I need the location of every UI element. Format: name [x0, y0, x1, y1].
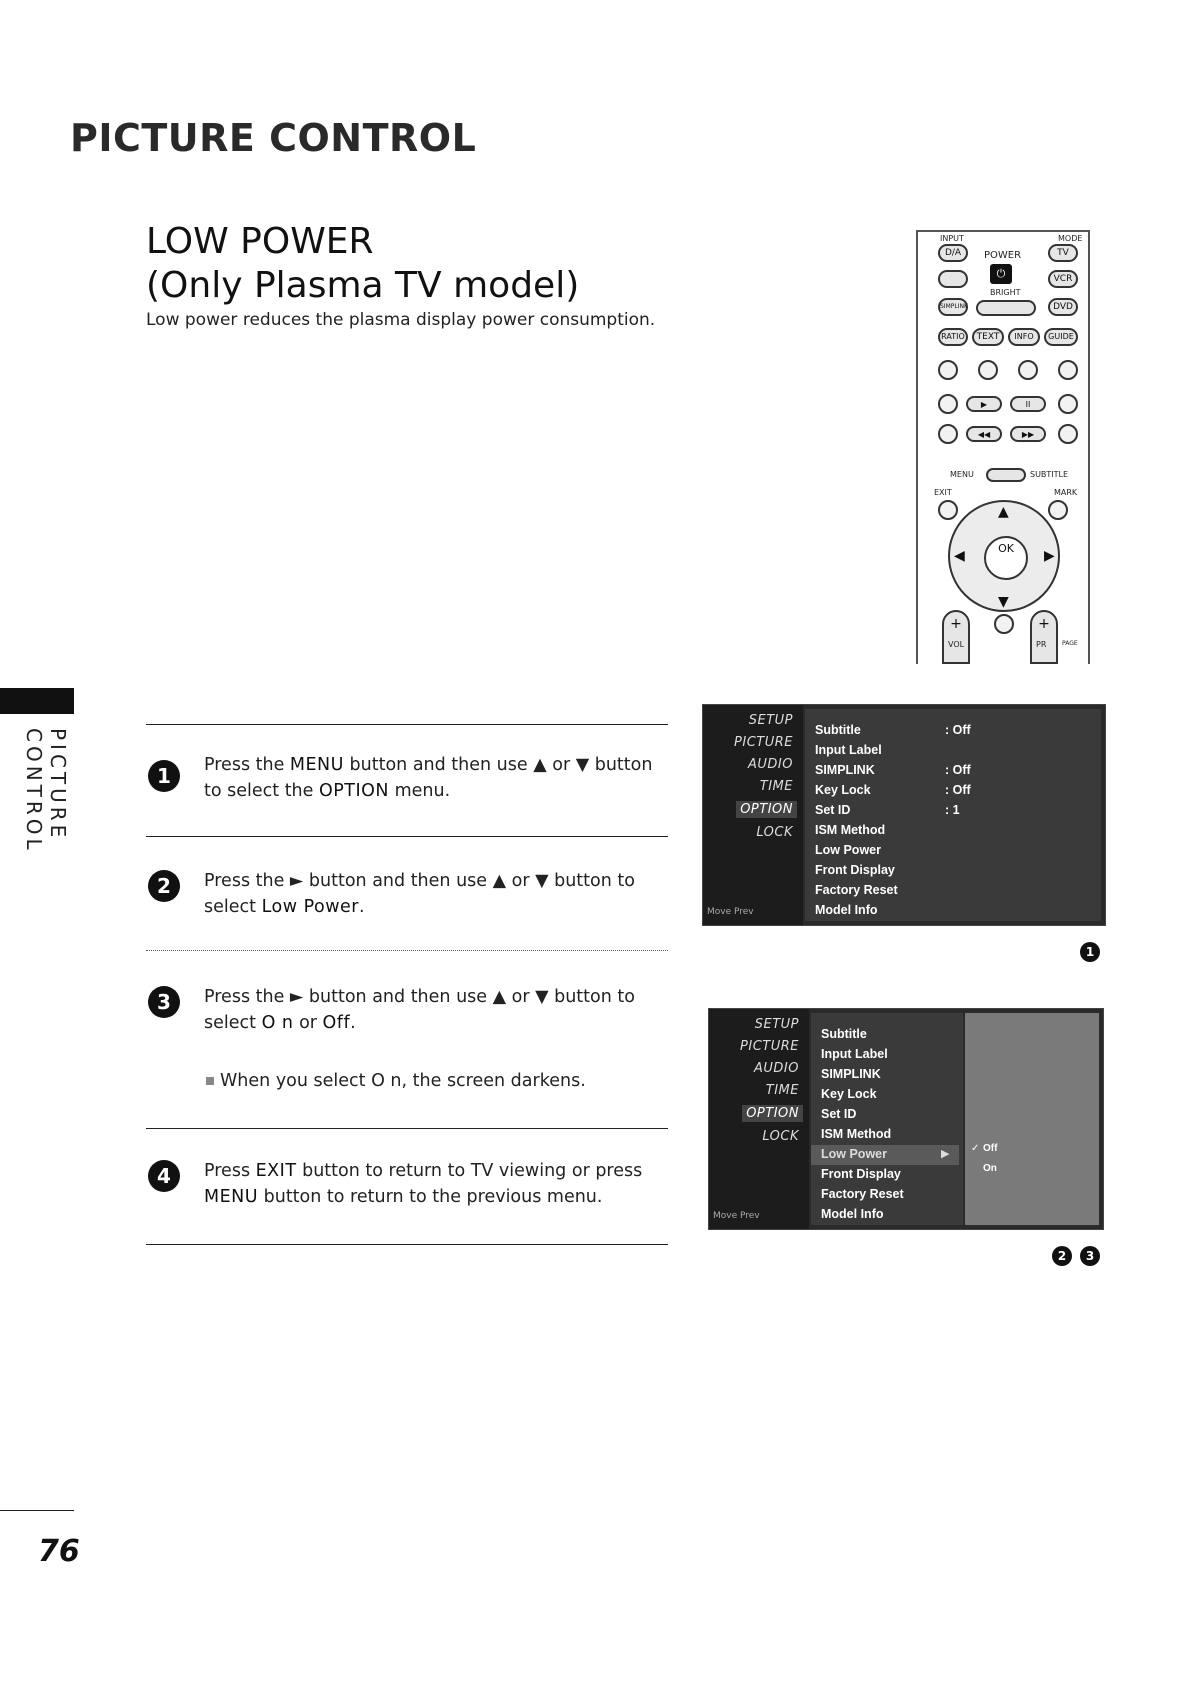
menu-key-label: MENU — [204, 1187, 259, 1207]
osd-item-list — [805, 709, 1101, 921]
osd-tab: LOCK — [756, 825, 793, 840]
remote-ratio-button: RATIO — [938, 328, 968, 346]
on-label: O n — [261, 1013, 294, 1033]
left-arrow-icon: ◀ — [954, 548, 965, 564]
remote-label-pr: PR — [1036, 640, 1047, 649]
osd-item: Model Info — [821, 1207, 884, 1221]
osd-menu-screenshot-1 — [702, 704, 1106, 926]
remote-color-button — [978, 360, 998, 380]
up-arrow-icon: ▲ — [998, 504, 1009, 520]
remote-label-page: PAGE — [1062, 640, 1078, 647]
note-text-part: When you select — [220, 1071, 372, 1091]
remote-dpad — [948, 500, 1060, 612]
remote-label-mark: MARK — [1054, 488, 1078, 497]
remote-input-button — [938, 270, 968, 288]
option-menu-label: OPTION — [318, 781, 390, 801]
osd-item: Factory Reset — [815, 883, 898, 897]
osd-tab: PICTURE — [740, 1039, 799, 1054]
remote-vcr-button: VCR — [1048, 270, 1078, 288]
step-text — [204, 984, 674, 1036]
step-text-part: Press — [204, 1161, 256, 1181]
right-arrow-icon: ▶ — [941, 1147, 950, 1160]
osd-item: Input Label — [821, 1047, 888, 1061]
osd-item: Subtitle — [821, 1027, 867, 1041]
off-label: Off — [322, 1013, 351, 1033]
osd-item: Key Lock — [821, 1087, 877, 1101]
right-arrow-icon: ▶ — [1044, 548, 1055, 564]
bullet-square-icon — [206, 1077, 214, 1085]
step-text — [204, 752, 674, 804]
rewind-icon: ◀◀ — [966, 426, 1002, 442]
osd-item: ISM Method — [815, 823, 886, 837]
pause-icon: II — [1010, 396, 1046, 412]
rewind-icon — [938, 424, 958, 444]
osd-tab-active: OPTION — [736, 801, 797, 818]
section-title: PICTURE CONTROL — [70, 116, 477, 160]
osd-item: Model Info — [815, 903, 878, 917]
step-text-part: button to return to the previous menu. — [258, 1187, 603, 1207]
remote-guide-button: GUIDE — [1044, 328, 1078, 346]
remote-label-mode: MODE — [1058, 234, 1083, 243]
osd-value: : 1 — [945, 803, 960, 817]
power-icon: ⏻ — [990, 264, 1012, 284]
step-number: 1 — [148, 760, 180, 792]
osd-tab: PICTURE — [734, 735, 793, 750]
side-tab-label: PICTURE CONTROL — [22, 728, 70, 854]
remote-info-button: INFO — [1008, 328, 1040, 346]
play-icon: ▶ — [966, 396, 1002, 412]
osd-footer: Move Prev — [707, 907, 754, 917]
osd-tab: SETUP — [754, 1017, 799, 1032]
remote-qview-button — [994, 614, 1014, 634]
osd-item: ISM Method — [821, 1127, 892, 1141]
divider — [146, 950, 668, 951]
remote-tv-button: TV — [1048, 244, 1078, 262]
osd-submenu — [965, 1013, 1099, 1225]
osd-tab-column — [709, 1009, 809, 1229]
osd-tab: AUDIO — [748, 757, 793, 772]
osd-tab: TIME — [765, 1083, 799, 1098]
step-text-part: Press the ► button and then use ▲ or ▼ button to select — [204, 871, 635, 917]
divider — [146, 1244, 668, 1245]
step-text — [204, 1158, 674, 1210]
page-number: 76 — [38, 1534, 80, 1569]
remote-simplink-button: SIMPLINK — [938, 298, 968, 316]
step-text — [204, 868, 674, 920]
remote-text-button: TEXT — [972, 328, 1004, 346]
osd-item: Key Lock — [815, 783, 871, 797]
step-text-part: . — [350, 1013, 356, 1033]
step-text-part: Press the — [204, 755, 290, 775]
divider — [146, 836, 668, 837]
osd-item: Front Display — [821, 1167, 901, 1181]
remote-color-button — [1018, 360, 1038, 380]
osd-item: Input Label — [815, 743, 882, 757]
step-text-part: Press the ► button and then use ▲ or ▼ button to select — [204, 987, 635, 1033]
step-text-part: button and then use ▲ or ▼ button to select the — [204, 755, 653, 801]
divider — [146, 1128, 668, 1129]
step-number: 2 — [148, 870, 180, 902]
step-text-part: button to return to TV viewing or press — [296, 1161, 643, 1181]
remote-da-button: D/A — [938, 244, 968, 262]
osd-item: Subtitle — [815, 723, 861, 737]
intro-text: Low power reduces the plasma display power consumption. — [146, 310, 656, 330]
remote-label-ok: OK — [998, 542, 1014, 555]
osd-option-on: On — [983, 1163, 997, 1174]
osd-tab: TIME — [759, 779, 793, 794]
note — [206, 1071, 666, 1091]
page-title: LOW POWER — [146, 221, 374, 262]
osd-value: : Off — [945, 783, 971, 797]
divider — [146, 724, 668, 725]
remote-bright-slider — [976, 300, 1036, 316]
fast-forward-icon — [1058, 424, 1078, 444]
low-power-label: Low Power — [261, 897, 359, 917]
step-number: 3 — [148, 986, 180, 1018]
step-text-part: menu. — [389, 781, 451, 801]
remote-stop-button — [938, 394, 958, 414]
osd-item: Set ID — [815, 803, 851, 817]
remote-color-button — [1058, 360, 1078, 380]
osd-item: Factory Reset — [821, 1187, 904, 1201]
check-icon: ✓ — [971, 1143, 980, 1154]
step-text-part: . — [359, 897, 365, 917]
remote-label-input: INPUT — [940, 234, 964, 243]
osd-value: : Off — [945, 763, 971, 777]
osd-item: Set ID — [821, 1107, 857, 1121]
remote-label-subtitle: SUBTITLE — [1030, 470, 1069, 479]
figure-number: 2 — [1052, 1246, 1072, 1266]
remote-record-button — [1058, 394, 1078, 414]
fast-forward-icon: ▶▶ — [1010, 426, 1046, 442]
remote-ok-button — [984, 536, 1028, 580]
note-text-part: , the screen darkens. — [401, 1071, 586, 1091]
on-label: O n — [371, 1071, 402, 1091]
osd-item-list — [811, 1013, 963, 1225]
osd-tab: SETUP — [748, 713, 793, 728]
osd-footer: Move Prev — [713, 1211, 760, 1221]
down-arrow-icon: ▼ — [998, 594, 1009, 610]
osd-item: SIMPLINK — [815, 763, 875, 777]
remote-xtudio-button — [986, 468, 1026, 482]
osd-option-off: Off — [983, 1143, 998, 1154]
osd-item-selected: Low Power — [821, 1147, 887, 1161]
remote-control-illustration — [916, 230, 1090, 664]
remote-mark-button — [1048, 500, 1068, 520]
osd-item: Front Display — [815, 863, 895, 877]
remote-color-button — [938, 360, 958, 380]
osd-item: SIMPLINK — [821, 1067, 881, 1081]
osd-menu-screenshot-2 — [708, 1008, 1104, 1230]
side-tab-bar — [0, 688, 74, 714]
figure-number: 3 — [1080, 1246, 1100, 1266]
osd-item: Low Power — [815, 843, 881, 857]
page-subtitle: (Only Plasma TV model) — [146, 265, 580, 306]
remote-label-bright: BRIGHT — [990, 288, 1021, 297]
remote-label-exit: EXIT — [934, 488, 952, 497]
menu-key-label: MENU — [289, 755, 344, 775]
osd-tab-column — [703, 705, 803, 925]
heading — [146, 220, 579, 308]
remote-label-power: POWER — [984, 250, 1022, 261]
remote-label-menu: MENU — [950, 470, 974, 479]
osd-tab: LOCK — [762, 1129, 799, 1144]
remote-exit-button — [938, 500, 958, 520]
osd-value: : Off — [945, 723, 971, 737]
remote-label-vol: VOL — [948, 640, 965, 649]
volume-rocker: + — [942, 610, 970, 664]
step-number: 4 — [148, 1160, 180, 1192]
exit-key-label: EXIT — [255, 1161, 297, 1181]
osd-tab: AUDIO — [754, 1061, 799, 1076]
figure-number: 1 — [1080, 942, 1100, 962]
step-text-part: or — [293, 1013, 323, 1033]
osd-tab-active: OPTION — [742, 1105, 803, 1122]
remote-dvd-button: DVD — [1048, 298, 1078, 316]
page-number-rule — [0, 1510, 74, 1511]
program-rocker: + — [1030, 610, 1058, 664]
